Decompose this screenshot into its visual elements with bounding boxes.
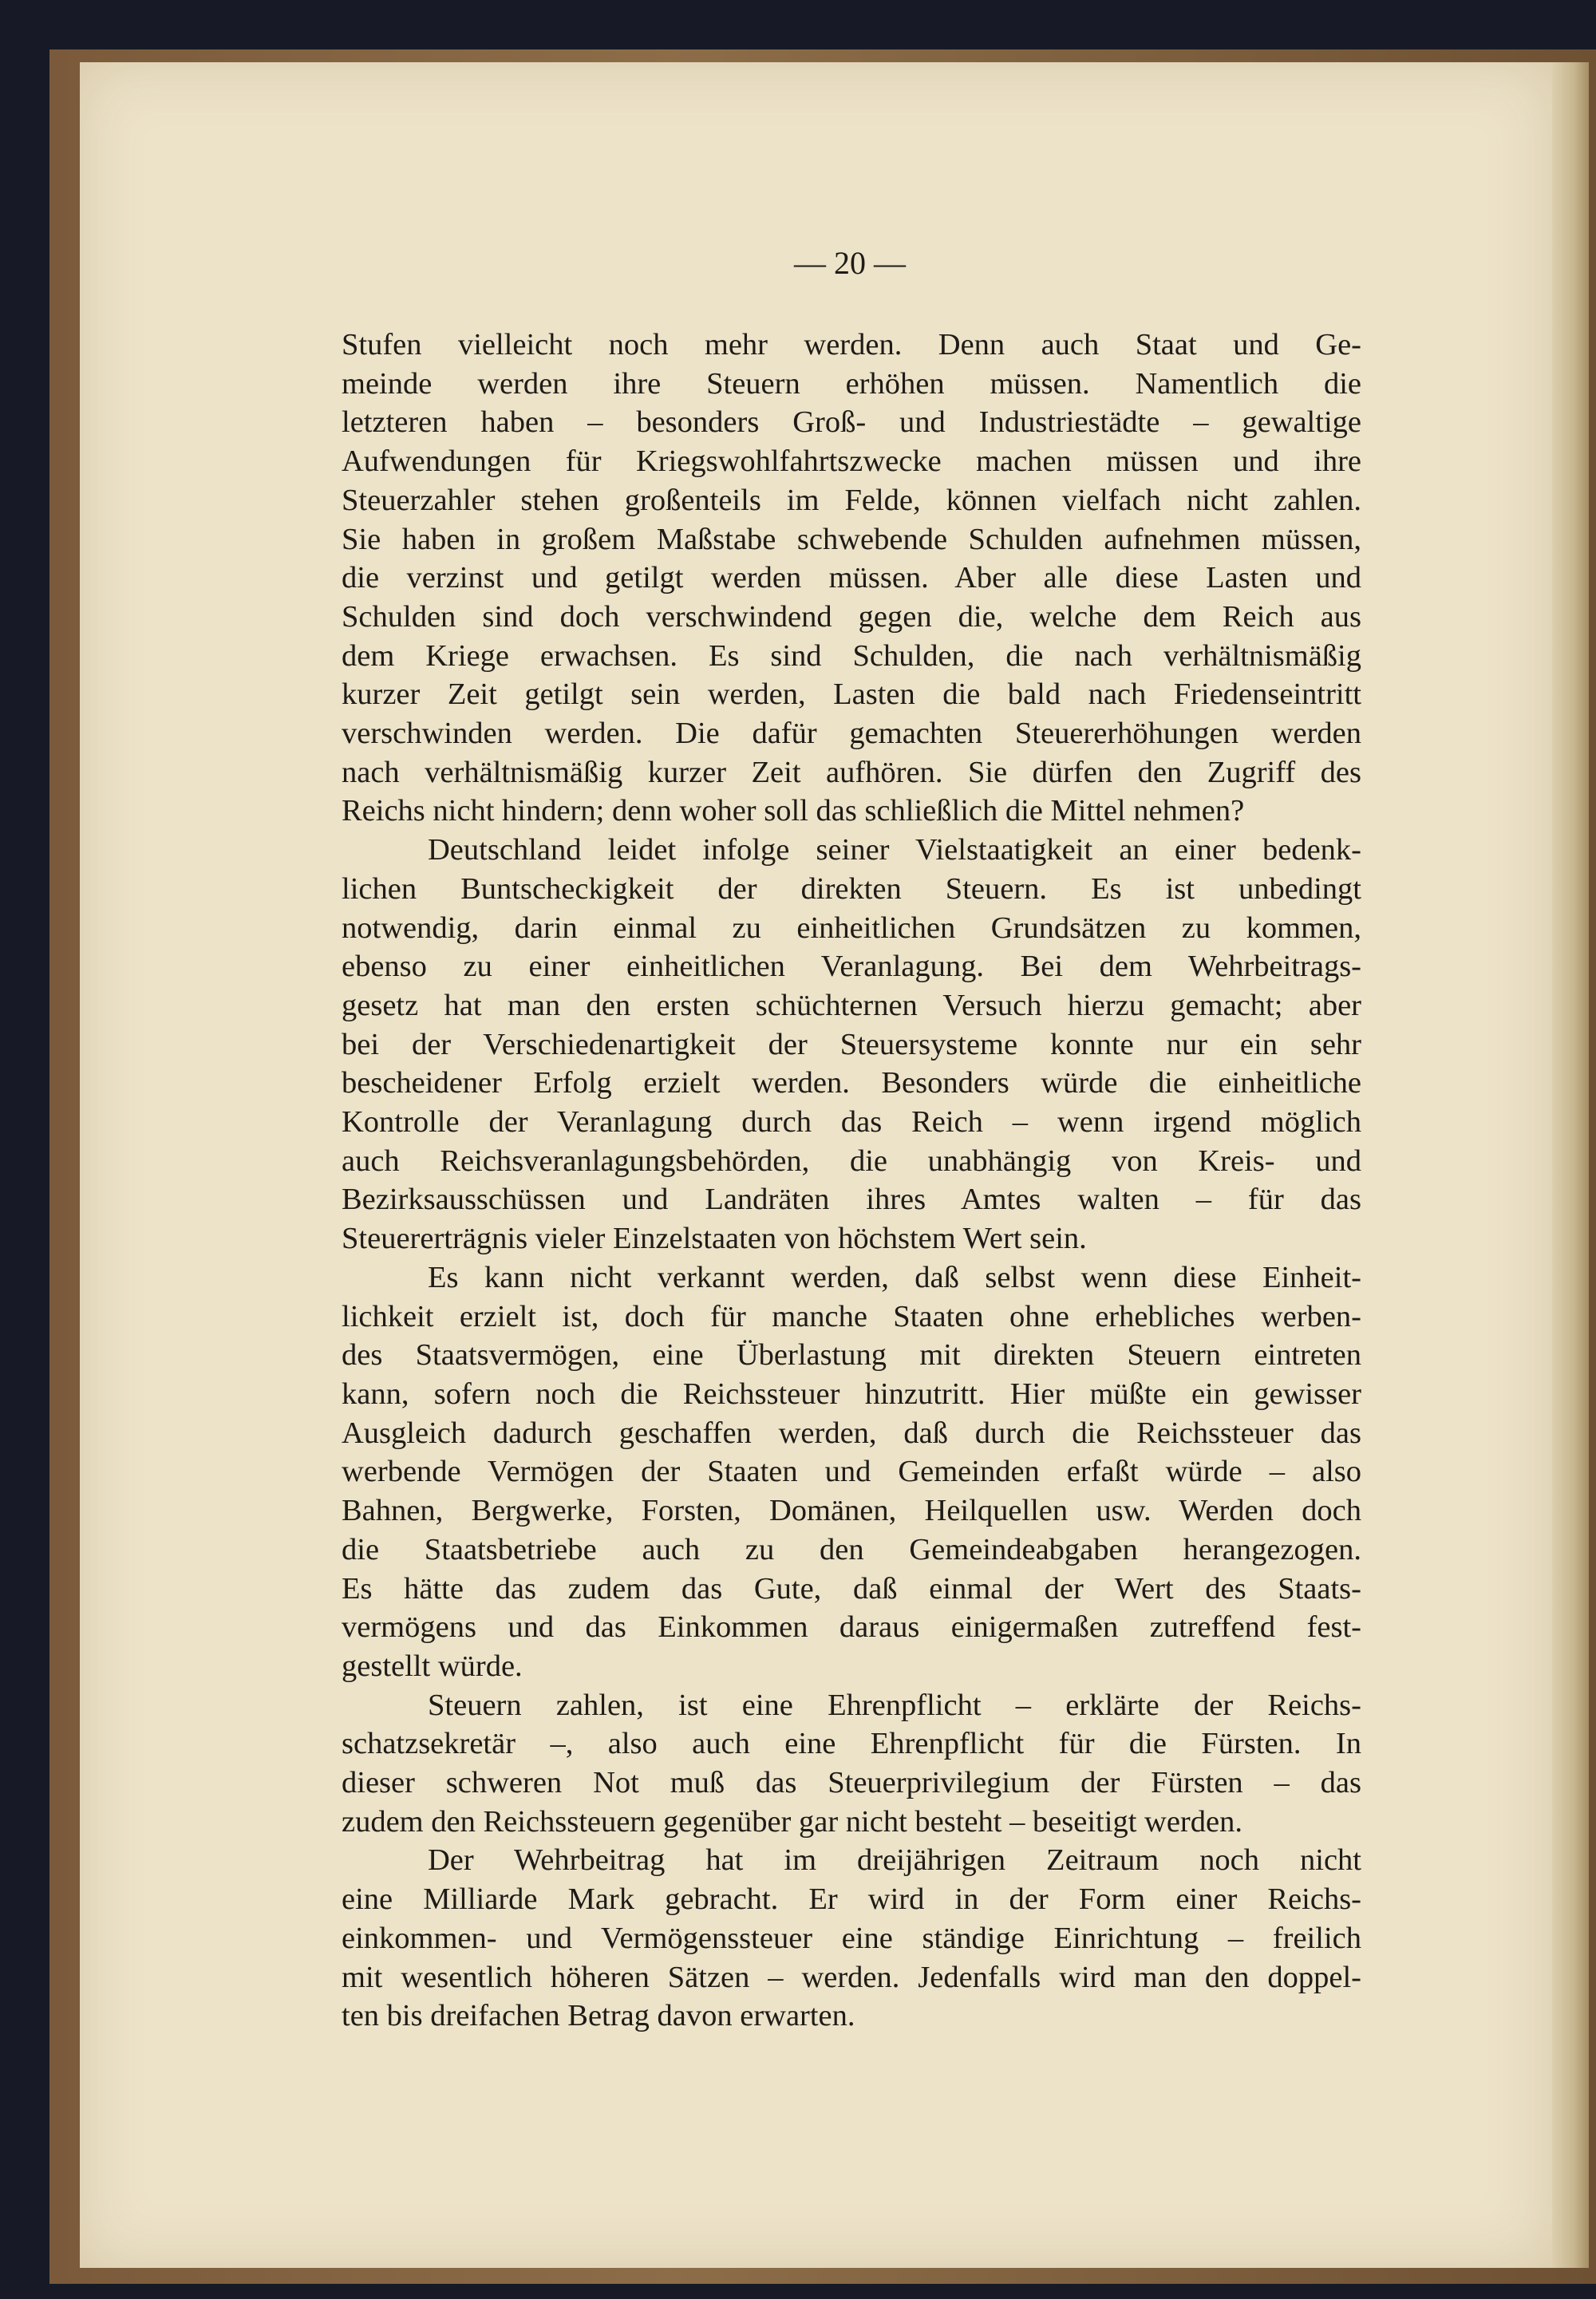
text-line: Reichs nicht hindern; denn woher soll das schließlich die Mittel nehmen? [342, 794, 1245, 828]
page-number: — 20 — [794, 245, 906, 281]
text-line: gestellt würde. [342, 1649, 523, 1683]
text-line: verschwinden werden. Die dafür gemachten Steuererhöhungen werden [342, 717, 1361, 751]
text-line: die verzinst und getilgt werden müssen. Aber alle diese Lasten und [342, 561, 1361, 595]
text-line: Steuerzahler stehen großenteils im Felde, können vielfach nicht zahlen. [342, 483, 1361, 517]
text-line: werbende Vermögen der Staaten und Gemeinden erfaßt würde – also [342, 1455, 1361, 1489]
text-line: Stufen vielleicht noch mehr werden. Denn auch Staat und Ge- [342, 328, 1361, 361]
text-line: ten bis dreifachen Betrag davon erwarten. [342, 1999, 855, 2033]
text-line: vermögens und das Einkommen daraus einigermaßen zutreffend fest- [342, 1610, 1361, 1645]
text-line: gesetz hat man den ersten schüchternen Versuch hierzu gemacht; aber [342, 988, 1361, 1022]
text-line: dieser schweren Not muß das Steuerprivilegium der Fürsten – das [342, 1766, 1361, 1800]
text-line: auch Reichsveranlagungsbehörden, die unabhängig von Kreis- und [342, 1144, 1361, 1178]
text-line: die Staatsbetriebe auch zu den Gemeindeabgaben herangezogen. [342, 1532, 1361, 1566]
text-line: lichkeit erzielt ist, doch für manche Staaten ohne erhebliches werben- [342, 1299, 1361, 1333]
text-line: Ausgleich dadurch geschaffen werden, daß durch die Reichssteuer das [342, 1416, 1361, 1450]
text-line: Bahnen, Bergwerke, Forsten, Domänen, Heilquellen usw. Werden doch [342, 1494, 1361, 1528]
text-line: Es kann nicht verkannt werden, daß selbst wenn diese Einheit- [428, 1260, 1361, 1294]
text-line: meinde werden ihre Steuern erhöhen müssen. Namentlich die [342, 366, 1361, 401]
text-line: lichen Buntscheckigkeit der direkten Steuern. Es ist unbedingt [342, 871, 1361, 906]
text-line: bescheidener Erfolg erzielt werden. Besonders würde die einheitliche [342, 1066, 1361, 1100]
text-line: Bezirksausschüssen und Landräten ihres Amtes walten – für das [342, 1183, 1361, 1217]
text-line: Deutschland leidet infolge seiner Vielstaatigkeit an einer bedenk- [428, 833, 1361, 867]
text-line: eine Milliarde Mark gebracht. Er wird in der Form einer Reichs- [342, 1882, 1361, 1917]
text-line: dem Kriege erwachsen. Es sind Schulden, die nach verhältnismäßig [342, 638, 1361, 673]
text-line: kann, sofern noch die Reichssteuer hinzutritt. Hier müßte ein gewisser [342, 1377, 1361, 1411]
text-line: nach verhältnismäßig kurzer Zeit aufhören. Sie dürfen den Zugriff des [342, 755, 1361, 789]
text-line: Kontrolle der Veranlagung durch das Reich – wenn irgend möglich [342, 1105, 1361, 1140]
text-line: bei der Verschiedenartigkeit der Steuersysteme konnte nur ein sehr [342, 1027, 1361, 1061]
text-line: Es hätte das zudem das Gute, daß einmal der Wert des Staats- [342, 1571, 1361, 1606]
text-line: zudem den Reichssteuern gegenüber gar nicht besteht – beseitigt werden. [342, 1804, 1242, 1839]
body-text [342, 326, 1361, 2036]
text-line: Steuern zahlen, ist eine Ehrenpflicht – erklärte der Reichs- [428, 1688, 1361, 1722]
text-line: kurzer Zeit getilgt sein werden, Lasten die bald nach Friedenseintritt [342, 677, 1361, 712]
text-line: schatzsekretär –, also auch eine Ehrenpflicht für die Fürsten. In [342, 1727, 1361, 1761]
text-line: letzteren haben – besonders Groß- und Industriestädte – gewaltige [342, 405, 1361, 440]
text-line: einkommen- und Vermögenssteuer eine ständige Einrichtung – freilich [342, 1921, 1361, 1955]
text-line: ebenso zu einer einheitlichen Veranlagung. Bei dem Wehrbeitrags- [342, 950, 1361, 984]
page-edge [1552, 62, 1589, 2268]
text-line: Schulden sind doch verschwindend gegen die, welche dem Reich aus [342, 599, 1361, 634]
text-line: notwendig, darin einmal zu einheitlichen Grundsätzen zu kommen, [342, 911, 1361, 945]
text-line: mit wesentlich höheren Sätzen – werden. Jedenfalls wird man den doppel- [342, 1960, 1361, 1994]
text-line: Steuererträgnis vieler Einzelstaaten von höchstem Wert sein. [342, 1222, 1087, 1256]
text-line: Der Wehrbeitrag hat im dreijährigen Zeitraum noch nicht [428, 1843, 1361, 1878]
text-line: Aufwendungen für Kriegswohlfahrtszwecke machen müssen und ihre [342, 444, 1361, 479]
text-line: des Staatsvermögen, eine Überlastung mit direkten Steuern eintreten [342, 1338, 1361, 1373]
text-line: Sie haben in großem Maßstabe schwebende Schulden aufnehmen müssen, [342, 522, 1361, 556]
